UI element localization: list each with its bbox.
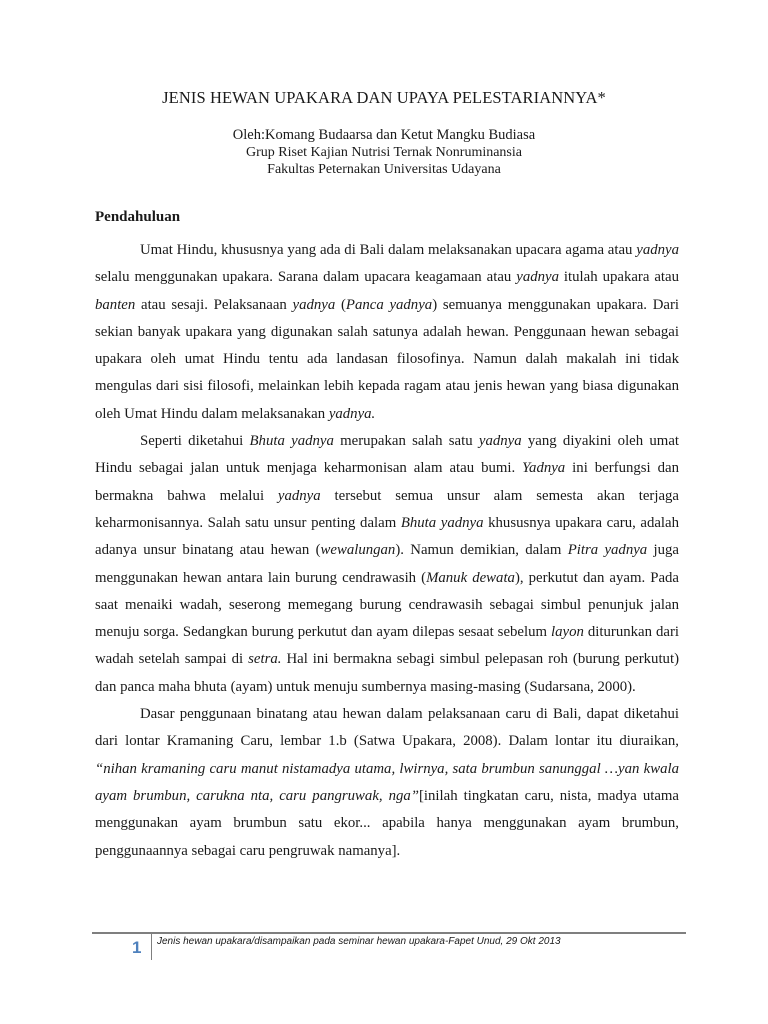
italic-run: Bhuta yadnya xyxy=(400,514,484,531)
italic-run: Panca yadnya xyxy=(345,296,433,313)
text-run: itulah upakara atau xyxy=(558,269,680,286)
italic-run: yadnya xyxy=(516,269,559,286)
italic-run: layon xyxy=(551,624,584,641)
text-run: Umat Hindu, khususnya yang ada di Bali dalam melaksanakan upacara agama atau xyxy=(140,242,637,258)
text-run: ( xyxy=(335,296,346,313)
italic-run: yadnya xyxy=(478,433,522,450)
text-run: juga menggunakan hewan antara lain burung cendrawasih ( xyxy=(95,542,679,586)
footer-caption: Jenis hewan upakara/disampaikan pada seminar hewan upakara-Fapet Unud, 29 Okt 2013 xyxy=(157,936,561,947)
italic-run: “nihan kramaning caru manut nistamadya utama, lwirnya, sata brumbun sanunggal …yan kwala ayam brumbun, carukna nta, caru pangruwak, nga” xyxy=(95,760,679,804)
body-text xyxy=(95,237,679,865)
affiliation-line-2: Fakultas Peternakan Universitas Udayana xyxy=(267,162,501,177)
paragraph xyxy=(95,237,679,428)
paragraph xyxy=(95,701,679,865)
text-run: tersebut semua unsur alam semesta akan terjaga keharmonisannya. Salah satu unsur penting dalam xyxy=(95,487,679,531)
document-title: JENIS HEWAN UPAKARA DAN UPAYA PELESTARIANNYA* xyxy=(162,88,606,107)
italic-run: Pitra yadnya xyxy=(567,542,648,559)
section-heading: Pendahuluan xyxy=(95,209,181,225)
italic-run: banten xyxy=(95,296,136,313)
text-run: yang diyakini oleh umat Hindu sebagai jalan untuk menjaga keharmonisan alam atau bumi. xyxy=(95,433,679,477)
text-run: ), perkutut dan ayam. Pada saat menaiki wadah, seserong memegang burung cendrawasih sebagai simbul penunjuk jalan menuju sorga. Sedangkan burung perkutut dan ayam dilepas sesaat sebelum xyxy=(95,569,679,641)
paragraph xyxy=(95,428,679,701)
text-run: Hal ini bermakna sebagi simbul pelepasan roh (burung perkutut) dan panca maha bhuta (ayam) untuk menuju sumbernya masing-masing (Sudarsana, 2000). xyxy=(95,651,679,695)
text-run: Seperti diketahui xyxy=(140,433,250,450)
italic-run: Manuk dewata xyxy=(426,569,515,586)
author-line: Oleh:Komang Budaarsa dan Ketut Mangku Budiasa xyxy=(232,127,536,143)
italic-run: yadnya xyxy=(292,296,336,313)
footer-divider xyxy=(92,932,686,934)
italic-run: yadnya. xyxy=(328,405,376,422)
text-run: selalu menggunakan upakara. Sarana dalam upacara keagamaan atau xyxy=(95,269,517,286)
italic-run: Bhuta yadnya xyxy=(249,433,334,450)
text-run: khususnya upakara caru, adalah adanya unsur binatang atau hewan ( xyxy=(95,514,680,559)
italic-run: setra. xyxy=(248,651,282,668)
text-run: atau sesaji. Pelaksanaan xyxy=(135,296,293,313)
text-run: [inilah tingkatan caru, nista, madya utama menggunakan ayam brumbun satu ekor... apabila hanya menggunakan ayam brumbun, penggunaannya sebagai caru pengruwak namanya]. xyxy=(95,787,679,859)
text-run: ini berfungsi dan bermakna bahwa melalui xyxy=(95,460,679,504)
page-number: 1 xyxy=(132,938,142,957)
text-run: ). Namun demikian, dalam xyxy=(395,542,568,559)
footer-vertical-divider xyxy=(151,934,152,960)
text-run: merupakan salah satu xyxy=(333,433,479,450)
italic-run: yadnya xyxy=(277,487,321,504)
italic-run: yadnya xyxy=(636,242,679,258)
affiliation-line-1: Grup Riset Kajian Nutrisi Ternak Nonruminansia xyxy=(246,145,522,160)
italic-run: wewalungan xyxy=(320,542,396,559)
text-run: Dasar penggunaan binatang atau hewan dalam pelaksanaan caru di Bali, dapat diketahui dari lontar Kramaning Caru, lembar 1.b (Satwa Upakara, 2008). Dalam lontar itu diuraikan, xyxy=(95,706,679,750)
byline-block xyxy=(0,127,768,178)
text-run: diturunkan dari wadah setelah sampai di xyxy=(95,624,679,668)
text-run: ) semuanya menggunakan upakara. Dari sekian banyak upakara yang digunakan salah satunya adalah hewan. Penggunaan hewan sebagai upakara oleh umat Hindu tentu ada landasan filosofinya. Namun dalah makalah ini tidak mengulas dari sisi filosofi, melainkan lebih kepada ragam atau jenis hewan yang biasa digunakan oleh Umat Hindu dalam melaksanakan xyxy=(95,296,679,422)
italic-run: Yadnya xyxy=(522,460,566,477)
